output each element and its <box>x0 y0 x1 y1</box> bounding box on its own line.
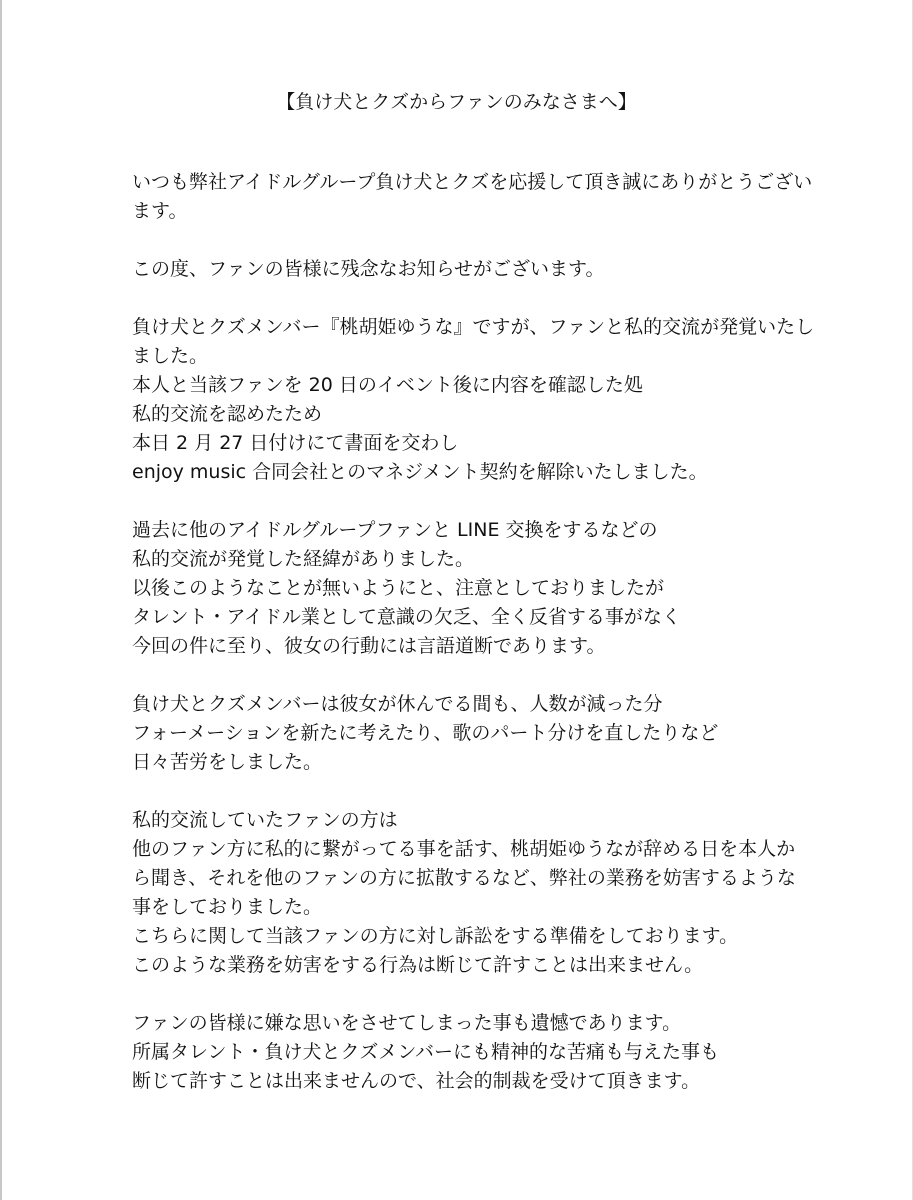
paragraph-fan-conduct <box>132 806 832 980</box>
text-line: 事をしておりました。 <box>132 896 323 918</box>
paragraph-history <box>132 516 832 661</box>
text-line: いつも弊社アイドルグループ負け犬とクズを応援して頂き誠にありがとうござい <box>132 171 813 193</box>
paragraph-contract-termination <box>132 313 832 487</box>
text-line: ます。 <box>132 200 188 222</box>
text-line: このような業務を妨害をする行為は断じて許すことは出来ません。 <box>132 954 704 976</box>
text-line: 日々苦労をしました。 <box>132 751 323 773</box>
paragraph-notice <box>132 255 832 284</box>
text-line: ファンの皆様に嫌な思いをさせてしまった事も遺憾であります。 <box>132 1012 682 1034</box>
text-line: 負け犬とクズメンバー『桃胡姫ゆうな』ですが、ファンと私的交流が発覚いたし <box>132 316 815 338</box>
paragraph-members <box>132 690 832 777</box>
text-line: enjoy music 合同会社とのマネジメント契約を解除いたしました。 <box>132 461 708 483</box>
paragraph-closing <box>132 1009 832 1096</box>
text-line: 私的交流が発覚した経緯がありました。 <box>132 548 475 570</box>
text-line: ました。 <box>132 345 209 367</box>
text-line: 断じて許すことは出来ませんので、社会的制裁を受けて頂きます。 <box>132 1070 701 1092</box>
text-line: 本日 2 月 27 日付けにて書面を交わし <box>132 432 459 454</box>
text-line: この度、ファンの皆様に残念なお知らせがございます。 <box>132 258 605 280</box>
text-line: こちらに関して当該ファンの方に対し訴訟をする準備をしております。 <box>132 925 739 947</box>
text-line: 以後このようなことが無いようにと、注意としておりましたが <box>132 577 665 599</box>
text-line: 過去に他のアイドルグループファンと LINE 交換をするなどの <box>132 519 658 541</box>
text-line: 私的交流していたファンの方は <box>132 809 398 831</box>
text-line: 他のファン方に私的に繋がってる事を話す、桃胡姫ゆうなが辞める日を本人か <box>132 838 796 860</box>
text-line: フォーメーションを新たに考えたり、歌のパート分けを直したりなど <box>132 722 719 744</box>
document-body <box>132 168 832 1125</box>
page-edge-left <box>0 0 2 1200</box>
text-line: 負け犬とクズメンバーは彼女が休んでる間も、人数が減った分 <box>132 693 663 715</box>
document-title: 【負け犬とクズからファンのみなさまへ】 <box>276 91 637 113</box>
text-line: 私的交流を認めたため <box>132 403 323 425</box>
text-line: ら聞き、それを他のファンの方に拡散するなど、弊社の業務を妨害するような <box>132 867 796 889</box>
text-line: 所属タレント・負け犬とクズメンバーにも精神的な苦痛も与えた事も <box>132 1041 720 1063</box>
text-line: 今回の件に至り、彼女の行動には言語道断であります。 <box>132 635 606 657</box>
paragraph-greeting <box>132 168 832 226</box>
text-line: 本人と当該ファンを 20 日のイベント後に内容を確認した処 <box>132 374 643 396</box>
text-line: タレント・アイドル業として意識の欠乏、全く反省する事がなく <box>132 606 681 628</box>
